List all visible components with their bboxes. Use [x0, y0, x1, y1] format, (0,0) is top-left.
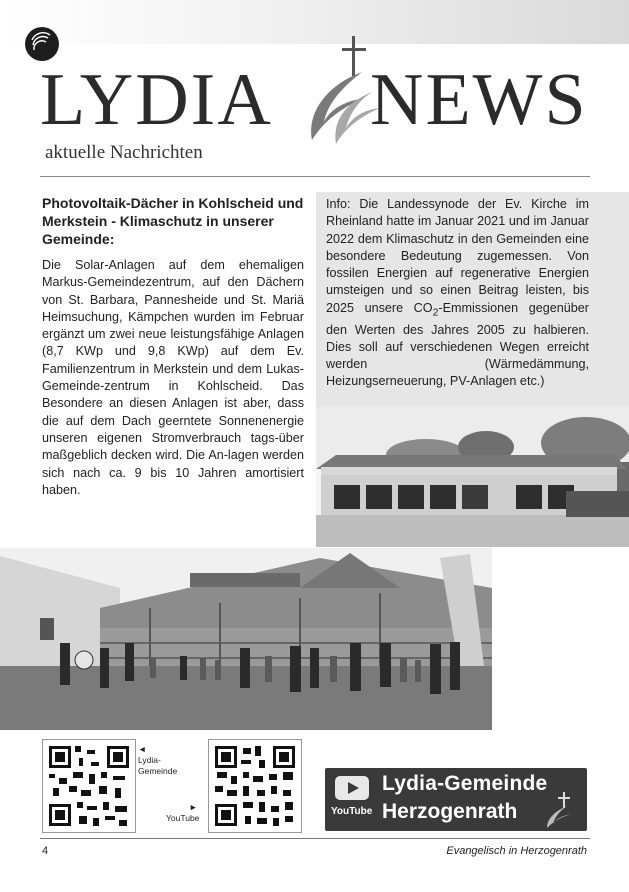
qr-caption-lydia: [138, 744, 178, 777]
footer-divider: [40, 838, 590, 839]
photo-lukas-gemeindezentrum: [0, 548, 492, 730]
youtube-badge: YouTube: [331, 806, 373, 817]
photo-familienzentrum: [316, 407, 629, 547]
youtube-play-icon: [335, 776, 369, 800]
co2-subscript: 2: [432, 306, 439, 319]
qr-caption-youtube: [166, 802, 199, 824]
masthead-title-left: LYDIA: [40, 59, 273, 141]
youtube-banner-line1: Lydia-Gemeinde: [382, 772, 548, 795]
co2-base: CO: [413, 300, 433, 315]
header-divider: [40, 176, 590, 177]
info-text-part1: Info: Die Landessynode der Ev. Kirche im Rheinland hatte im Januar 2021 und im Januar 2022 dem Klimaschutz in den Gemeinden eine besondere Bedeutung zugemessen. Von fossilen Energien auf regenerative Energien umsteigen und so einen Beitrag leisten, bis 2025 unsere: [326, 197, 589, 315]
qr-code-youtube[interactable]: [208, 739, 302, 833]
info-text-part2: -Emmissionen gegenüber den Werten des Jahres 2005 zu halbieren. Dies soll auf verschiedenen Wegen erreicht werden (Wärmedämmung, Heizungserneuerung, PV-Anlagen etc.): [326, 300, 589, 389]
right-arrow-icon: ►: [188, 802, 198, 812]
left-arrow-icon: ◄: [138, 744, 147, 754]
qr-caption-lydia-text: Lydia-Gemeinde: [138, 755, 178, 776]
footer-tagline: Evangelisch in Herzogenrath: [446, 845, 587, 857]
youtube-banner[interactable]: [325, 768, 587, 831]
cross-swoosh-small-icon: [539, 790, 579, 830]
masthead-subtitle: aktuelle Nachrichten: [45, 142, 203, 163]
qr-caption-youtube-text: YouTube: [166, 813, 200, 823]
article-body: Die Solar-Anlagen auf dem ehemaligen Markus-Gemeindezentrum, auf den Dächern von St. Barbara, Pannesheide und St. Mariä Heimsuchung, Kämpchen wurden im Februar ergänzt um zwei neue leistungsfähige Anlagen (8,7 KWp und 9,8 KWp) auf dem Ev. Familienzentrum in Merkstein und dem Lukas-Gemeinde-zentrum in Kohlscheid. Das Besondere an diesen Anlagen ist aber, dass die auf dem Dach geerntete Sonnenenergie unseren eigenen Stromverbrauch tags-über maßgeblich decken wird. Die An-lagen werden sich nach ca. 9 bis 10 Jahren amortisiert haben.: [42, 258, 304, 497]
sun-logo-icon: [24, 26, 60, 62]
page-number: 4: [42, 845, 49, 857]
info-text: [326, 196, 589, 391]
masthead-title-right: NEWS: [370, 59, 588, 141]
qr-code-lydia-gemeinde[interactable]: [42, 739, 136, 833]
article-title: Photovoltaik-Dächer in Kohlscheid und Merkstein - Klimaschutz in unserer Gemeinde:: [42, 195, 304, 247]
masthead: [40, 60, 590, 140]
youtube-banner-line2: Herzogenrath: [382, 800, 518, 823]
